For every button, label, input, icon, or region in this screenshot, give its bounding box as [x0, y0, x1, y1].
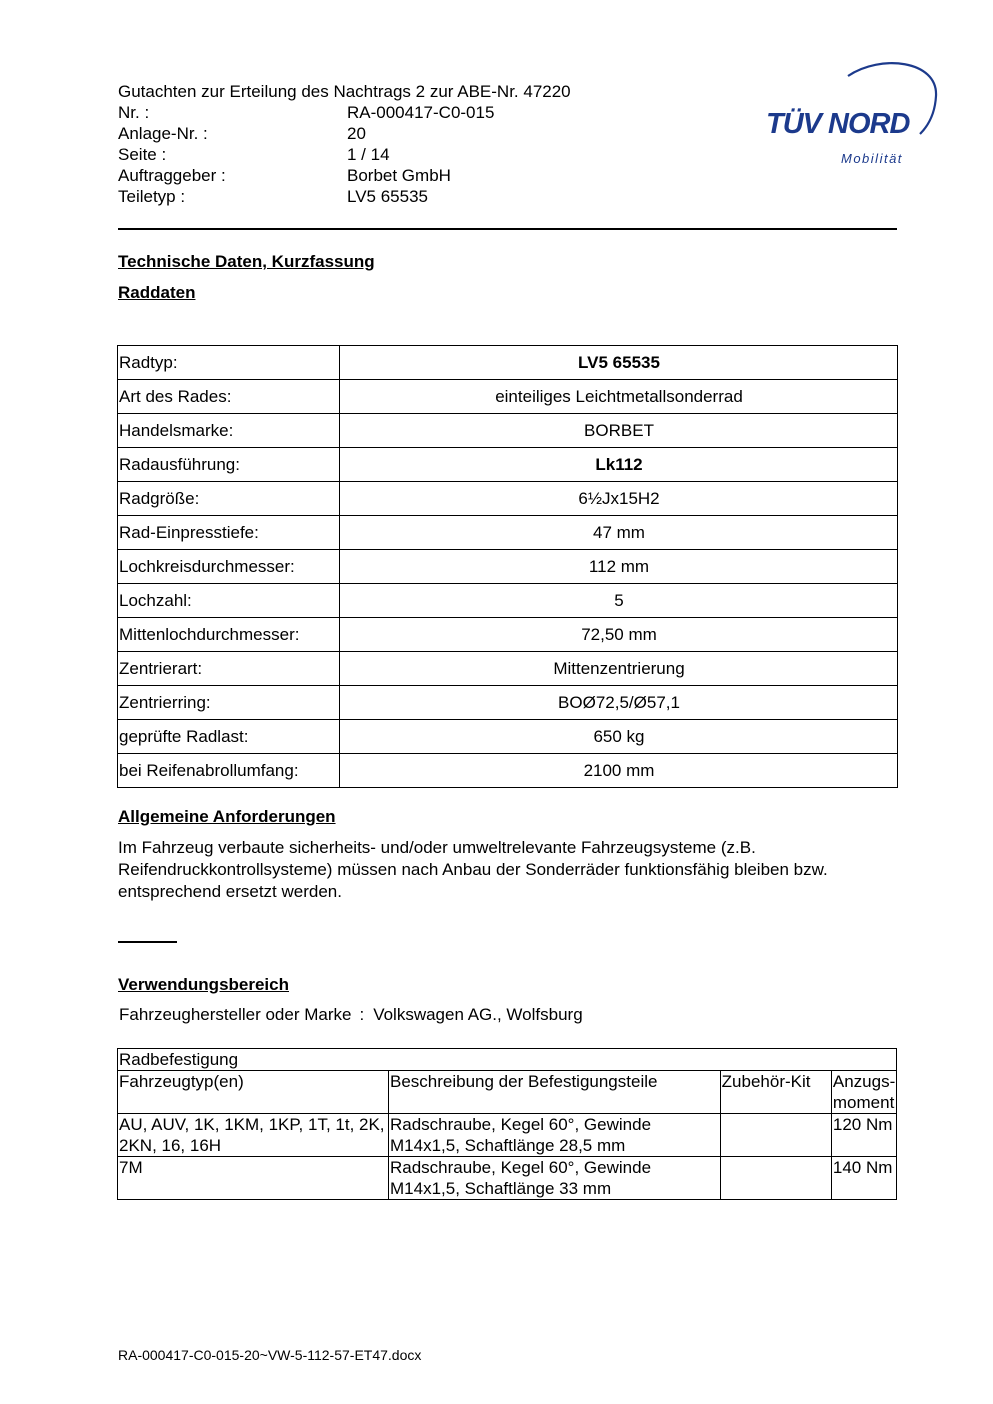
table-cell-value: Mittenzentrierung: [340, 652, 898, 686]
column-header: Zubehör-Kit: [720, 1071, 831, 1114]
table-row: [118, 686, 898, 720]
document-title: Gutachten zur Erteilung des Nachtrags 2 zur ABE-Nr. 47220: [118, 82, 571, 101]
table-cell-vehicle-types: AU, AUV, 1K, 1KM, 1KP, 1T, 1t, 2K, 2KN, 16, 16H: [118, 1114, 389, 1157]
header-label: Nr. :: [118, 103, 150, 122]
table-cell-torque: 120 Nm: [831, 1114, 896, 1157]
table-row: [118, 550, 898, 584]
table-cell-label: Radausführung:: [118, 448, 340, 482]
logo-wordmark: TÜV NORD: [766, 108, 910, 140]
table-cell-value: 72,50 mm: [340, 618, 898, 652]
short-divider: [118, 941, 177, 943]
footer-filename: RA-000417-C0-015-20~VW-5-112-57-ET47.docx: [118, 1347, 422, 1363]
table-cell-label: Rad-Einpresstiefe:: [118, 516, 340, 550]
table-header-row: [118, 1071, 897, 1114]
table-cell-value: 2100 mm: [340, 754, 898, 788]
header-value: 20: [347, 124, 366, 143]
table-cell-label: Lochkreisdurchmesser:: [118, 550, 340, 584]
logo-subtitle: Mobilität: [841, 151, 903, 166]
table-row: [118, 720, 898, 754]
table-row: [118, 618, 898, 652]
table-cell-description: Radschraube, Kegel 60°, Gewinde M14x1,5, Schaftlänge 28,5 mm: [389, 1114, 721, 1157]
header-value: 1 / 14: [347, 145, 390, 164]
table-row: [118, 346, 898, 380]
header-field-auftraggeber: [118, 165, 618, 186]
table-cell-label: Zentrierring:: [118, 686, 340, 720]
table-row: [118, 754, 898, 788]
table-cell-label: Lochzahl:: [118, 584, 340, 618]
manufacturer-separator: :: [359, 1005, 365, 1024]
column-header: Fahrzeugtyp(en): [118, 1071, 389, 1114]
table-cell-vehicle-types: 7M: [118, 1157, 389, 1200]
table-cell-value: 650 kg: [340, 720, 898, 754]
section-heading-wheel-data: Raddaten: [118, 283, 196, 302]
table-row: [118, 482, 898, 516]
header-field-nr: [118, 102, 618, 123]
table-cell-value: 112 mm: [340, 550, 898, 584]
header-label: Anlage-Nr. :: [118, 124, 208, 143]
manufacturer-label: Fahrzeughersteller oder Marke: [119, 1005, 352, 1024]
wheel-fastening-table: [117, 1048, 897, 1200]
table-cell-label: Mittenlochdurchmesser:: [118, 618, 340, 652]
table-row: [118, 516, 898, 550]
header-value: LV5 65535: [347, 187, 428, 206]
header-value: RA-000417-C0-015: [347, 103, 495, 122]
header-value: Borbet GmbH: [347, 166, 451, 185]
table-cell-torque: 140 Nm: [831, 1157, 896, 1200]
table-row: [118, 1157, 897, 1200]
table-title-row: [118, 1049, 897, 1071]
section-heading-general: Allgemeine Anforderungen: [118, 807, 336, 826]
table-cell-value: 5: [340, 584, 898, 618]
header-divider: [118, 228, 897, 230]
table-title: Radbefestigung: [118, 1049, 897, 1071]
general-requirements-text: Im Fahrzeug verbaute sicherheits- und/oder umweltrelevante Fahrzeugsysteme (z.B. Reifendruckkontrollsysteme) müssen nach Anbau der Sonderräder funktionsfähig bleiben bzw. entsprechend ersetzt werden.: [118, 838, 828, 901]
header-field-teiletyp: [118, 186, 618, 207]
header-field-seite: [118, 144, 618, 165]
manufacturer-value: Volkswagen AG., Wolfsburg: [373, 1005, 583, 1024]
wheel-data-table: [117, 345, 898, 788]
table-cell-value: Lk112: [340, 448, 898, 482]
table-cell-value: 47 mm: [340, 516, 898, 550]
header-label: Auftraggeber :: [118, 166, 226, 185]
table-cell-label: Handelsmarke:: [118, 414, 340, 448]
table-cell-value: LV5 65535: [340, 346, 898, 380]
section-heading-usage: Verwendungsbereich: [118, 975, 289, 994]
table-cell-label: Art des Rades:: [118, 380, 340, 414]
table-cell-kit: [720, 1114, 831, 1157]
table-cell-value: 6½Jx15H2: [340, 482, 898, 516]
table-cell-kit: [720, 1157, 831, 1200]
section-heading-technical: Technische Daten, Kurzfassung: [118, 252, 375, 271]
table-row: [118, 448, 898, 482]
table-row: [118, 584, 898, 618]
manufacturer-line: [119, 1005, 583, 1025]
table-cell-value: einteiliges Leichtmetallsonderrad: [340, 380, 898, 414]
header-label: Seite :: [118, 145, 167, 164]
table-cell-label: bei Reifenabrollumfang:: [118, 754, 340, 788]
table-cell-description: Radschraube, Kegel 60°, Gewinde M14x1,5, Schaftlänge 33 mm: [389, 1157, 721, 1200]
table-cell-label: Zentrierart:: [118, 652, 340, 686]
table-cell-label: geprüfte Radlast:: [118, 720, 340, 754]
table-cell-value: BORBET: [340, 414, 898, 448]
table-cell-label: Radtyp:: [118, 346, 340, 380]
header-label: Teiletyp :: [118, 187, 186, 206]
table-cell-label: Radgröße:: [118, 482, 340, 516]
table-cell-value: BOØ72,5/Ø57,1: [340, 686, 898, 720]
table-row: [118, 1114, 897, 1157]
header-field-anlage: [118, 123, 618, 144]
table-row: [118, 414, 898, 448]
column-header: Beschreibung der Befestigungsteile: [389, 1071, 721, 1114]
column-header: Anzugs-moment: [832, 1072, 896, 1112]
table-row: [118, 380, 898, 414]
table-row: [118, 652, 898, 686]
